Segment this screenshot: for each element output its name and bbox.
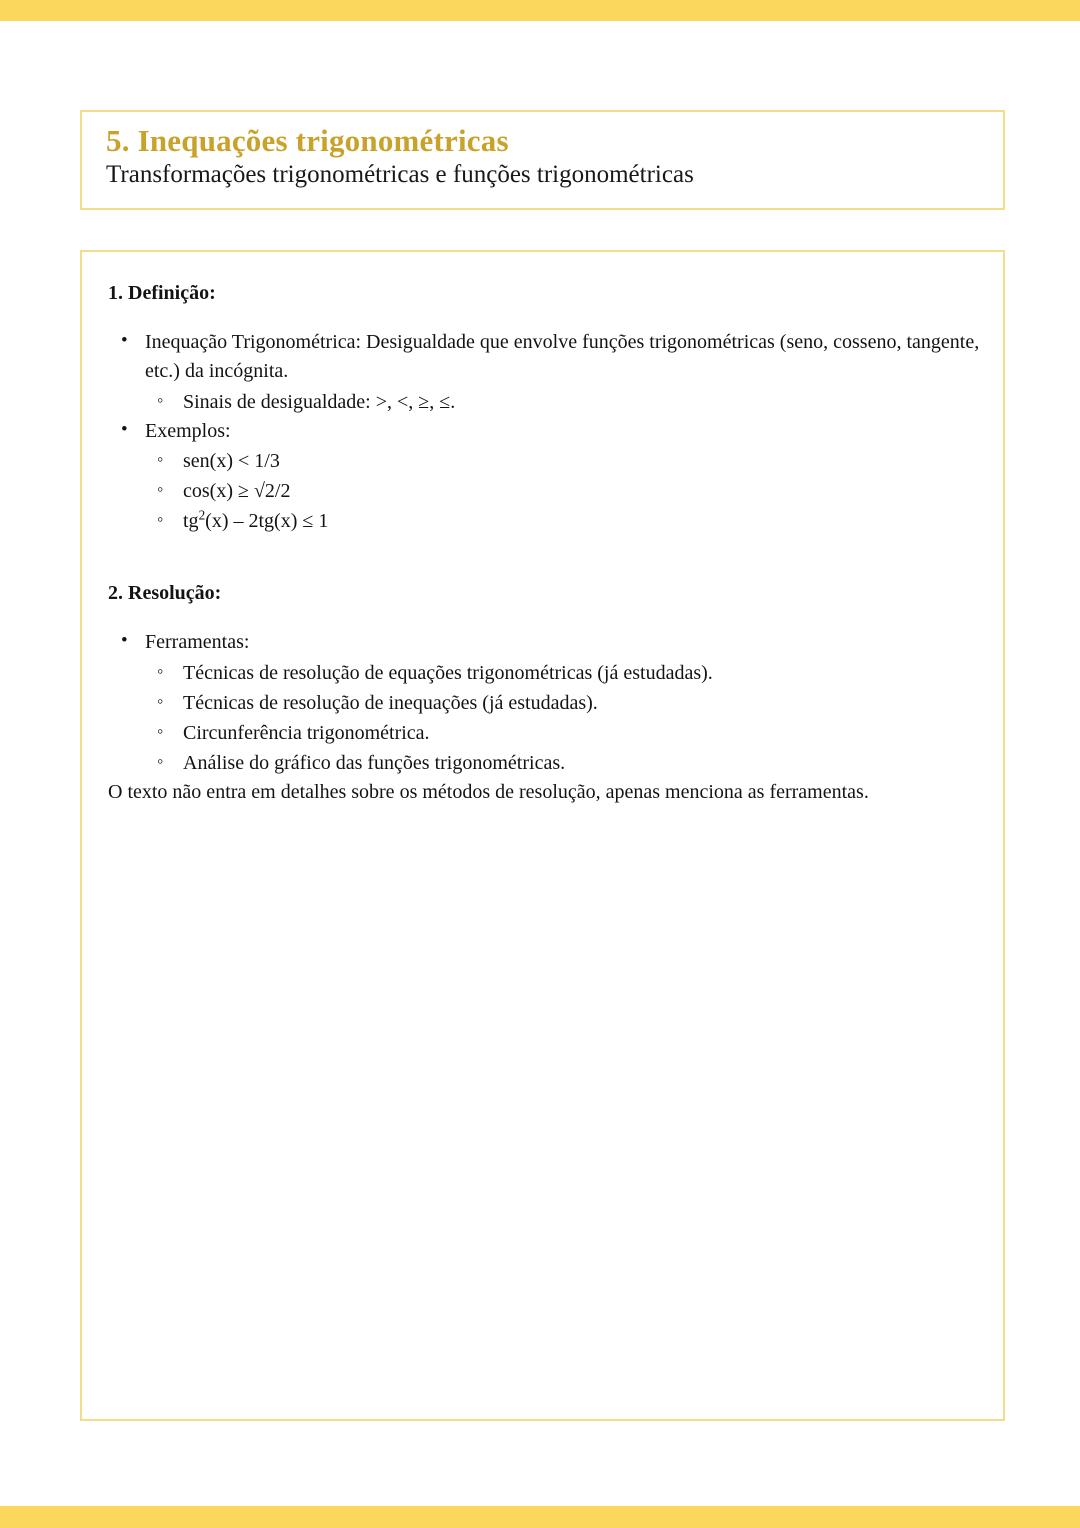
- list-item: ◦ Análise do gráfico das funções trigonométricas.: [145, 748, 983, 778]
- list-item-tg-inequality: [145, 506, 983, 536]
- bullet-text: Inequação Trigonométrica: Desigualdade que envolve funções trigonométricas (seno, cosseno, tangente, etc.) da incógnita.: [145, 331, 980, 383]
- definicao-subbullet-list-1: [145, 387, 983, 417]
- list-item: ◦ Sinais de desigualdade: >, <, ≥, ≤.: [145, 387, 983, 417]
- section-heading-definicao: 1. Definição:: [108, 282, 216, 304]
- definicao-bullet-list: [108, 328, 983, 536]
- page-canvas: [0, 21, 1080, 1506]
- resolucao-bullet-list: [108, 628, 983, 777]
- list-item: ◦ Técnicas de resolução de inequações (já estudadas).: [145, 688, 983, 718]
- section-heading-resolucao: 2. Resolução:: [108, 582, 222, 605]
- body-content: [108, 280, 983, 807]
- list-item: ◦ cos(x) ≥ √2/2: [145, 476, 983, 506]
- bullet-text: Exemplos:: [145, 419, 231, 442]
- list-item: ◦ sen(x) < 1/3: [145, 446, 983, 476]
- list-item: [108, 328, 983, 417]
- page-subtitle: Transformações trigonométricas e funções trigonométricas: [106, 161, 694, 188]
- ferramentas-subbullet-list: [145, 658, 983, 778]
- bullet-text: Ferramentas:: [145, 631, 250, 654]
- list-item: [108, 417, 983, 536]
- body-box: [80, 250, 1005, 1421]
- top-accent-bar: [0, 0, 1080, 21]
- tg-exponent: 2: [198, 507, 206, 523]
- tg-base: tg: [183, 510, 199, 533]
- tail-note: O texto não entra em detalhes sobre os métodos de resolução, apenas menciona as ferramentas.: [108, 780, 869, 803]
- list-item: [108, 628, 983, 777]
- header-box: [80, 110, 1005, 210]
- list-item: ◦ Técnicas de resolução de equações trigonométricas (já estudadas).: [145, 658, 983, 688]
- list-item: ◦ Circunferência trigonométrica.: [145, 718, 983, 748]
- tg-rest: (x) – 2tg(x) ≤ 1: [205, 510, 329, 533]
- page-title: 5. Inequações trigonométricas: [106, 123, 509, 158]
- bottom-accent-bar: [0, 1506, 1080, 1528]
- exemplos-subbullet-list: [145, 446, 983, 536]
